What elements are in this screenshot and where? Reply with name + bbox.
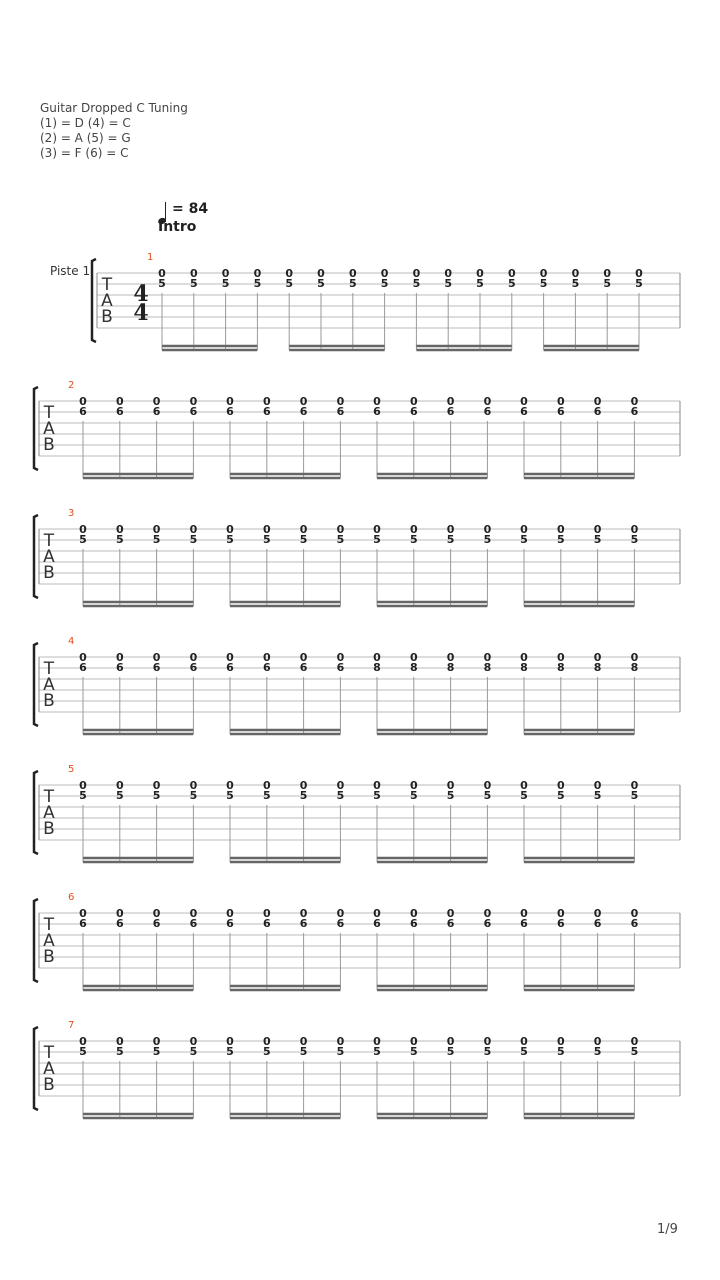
fret-number-string-1: 0 (299, 523, 308, 536)
fret-number-string-2: 8 (446, 661, 455, 674)
instrument-title: Guitar Dropped C Tuning (40, 101, 188, 115)
fret-number-string-1: 0 (115, 779, 124, 792)
fret-number-string-2: 5 (226, 1045, 234, 1058)
fret-number-string-2: 5 (593, 533, 602, 546)
fret-number-string-2: 6 (115, 917, 124, 930)
fret-number-string-2: 8 (409, 661, 418, 674)
tab-clef-letter: T (43, 403, 55, 423)
tab-clef-letter: B (43, 563, 55, 583)
system-bracket-icon (34, 387, 38, 470)
fret-number-string-2: 5 (446, 533, 455, 546)
fret-number-string-1: 0 (317, 267, 325, 280)
fret-number-string-1: 0 (152, 779, 161, 792)
fret-number-string-1: 0 (373, 907, 381, 920)
fret-number-string-2: 5 (189, 533, 198, 546)
fret-number-string-1: 0 (444, 267, 453, 280)
fret-number-string-1: 0 (79, 1035, 87, 1048)
fret-number-string-1: 0 (483, 779, 492, 792)
tab-clef-letter: A (43, 931, 55, 951)
fret-number-string-2: 8 (373, 661, 381, 674)
fret-number-string-1: 0 (189, 395, 198, 408)
time-signature-top: 4 (133, 281, 149, 307)
fret-number-string-2: 5 (299, 533, 308, 546)
fret-number-string-2: 6 (593, 405, 602, 418)
fret-number-string-1: 0 (593, 1035, 602, 1048)
fret-number-string-2: 5 (79, 789, 87, 802)
fret-number-string-2: 6 (483, 917, 492, 930)
fret-number-string-2: 5 (221, 277, 230, 290)
fret-number-string-2: 5 (409, 1045, 418, 1058)
fret-number-string-1: 0 (556, 1035, 565, 1048)
tab-clef-letter: A (43, 675, 55, 695)
fret-number-string-1: 0 (336, 907, 345, 920)
fret-number-string-2: 5 (285, 277, 294, 290)
fret-number-string-2: 5 (556, 533, 565, 546)
fret-number-string-1: 0 (593, 907, 602, 920)
tab-clef-letter: A (43, 419, 55, 439)
fret-number-string-1: 0 (299, 395, 308, 408)
fret-number-string-1: 0 (603, 267, 612, 280)
fret-number-string-1: 0 (446, 907, 455, 920)
fret-number-string-2: 6 (226, 661, 234, 674)
fret-number-string-1: 0 (152, 907, 161, 920)
fret-number-string-1: 0 (373, 779, 381, 792)
fret-number-string-2: 5 (189, 1045, 198, 1058)
fret-number-string-1: 0 (189, 651, 198, 664)
fret-number-string-2: 5 (483, 789, 492, 802)
tab-clef-letter: T (43, 1043, 55, 1063)
fret-number-string-2: 6 (409, 405, 418, 418)
fret-number-string-2: 5 (115, 533, 124, 546)
fret-number-string-1: 0 (446, 1035, 455, 1048)
fret-number-string-1: 0 (556, 523, 565, 536)
system-bracket-icon (92, 259, 96, 342)
fret-number-string-1: 0 (299, 779, 308, 792)
fret-number-string-2: 6 (189, 661, 198, 674)
fret-number-string-1: 0 (373, 395, 381, 408)
fret-number-string-1: 0 (556, 907, 565, 920)
fret-number-string-2: 8 (520, 661, 528, 674)
fret-number-string-2: 5 (483, 533, 492, 546)
tab-clef-letter: A (43, 1059, 55, 1079)
fret-number-string-2: 6 (226, 405, 234, 418)
fret-number-string-1: 0 (189, 779, 198, 792)
page-number: 1/9 (657, 1222, 678, 1237)
fret-number-string-2: 5 (226, 789, 234, 802)
fret-number-string-2: 5 (630, 789, 639, 802)
fret-number-string-1: 0 (593, 395, 602, 408)
fret-number-string-1: 0 (262, 779, 271, 792)
fret-number-string-1: 0 (446, 779, 455, 792)
system-bracket-icon (34, 1027, 38, 1110)
fret-number-string-1: 0 (158, 267, 166, 280)
fret-number-string-1: 0 (373, 1035, 381, 1048)
tab-clef-letter: T (101, 275, 113, 295)
fret-number-string-2: 6 (262, 405, 271, 418)
fret-number-string-1: 0 (262, 523, 271, 536)
fret-number-string-2: 6 (189, 917, 198, 930)
fret-number-string-1: 0 (409, 523, 418, 536)
fret-number-string-1: 0 (593, 779, 602, 792)
fret-number-string-2: 8 (593, 661, 602, 674)
fret-number-string-1: 0 (226, 1035, 234, 1048)
fret-number-string-2: 5 (444, 277, 453, 290)
fret-number-string-1: 0 (520, 779, 528, 792)
fret-number-string-2: 5 (299, 1045, 308, 1058)
fret-number-string-2: 5 (189, 277, 198, 290)
fret-number-string-2: 6 (79, 917, 87, 930)
fret-number-string-1: 0 (115, 395, 124, 408)
fret-number-string-1: 0 (336, 1035, 345, 1048)
fret-number-string-2: 6 (409, 917, 418, 930)
fret-number-string-1: 0 (483, 651, 492, 664)
fret-number-string-2: 6 (520, 405, 528, 418)
measure-number: 2 (68, 380, 75, 391)
fret-number-string-1: 0 (79, 651, 87, 664)
fret-number-string-2: 6 (336, 917, 345, 930)
tab-clef-letter: T (43, 787, 55, 807)
fret-number-string-2: 5 (520, 533, 528, 546)
fret-number-string-2: 6 (152, 917, 161, 930)
fret-number-string-2: 5 (507, 277, 516, 290)
fret-number-string-2: 8 (630, 661, 639, 674)
fret-number-string-1: 0 (409, 1035, 418, 1048)
fret-number-string-1: 0 (593, 523, 602, 536)
fret-number-string-2: 5 (373, 1045, 381, 1058)
tuning-line-1: (1) = D (4) = C (40, 116, 131, 130)
fret-number-string-2: 5 (317, 277, 325, 290)
measure-number: 3 (68, 508, 75, 519)
fret-number-string-2: 5 (446, 1045, 455, 1058)
fret-number-string-1: 0 (262, 395, 271, 408)
fret-number-string-2: 5 (152, 789, 161, 802)
fret-number-string-2: 5 (373, 533, 381, 546)
fret-number-string-1: 0 (189, 1035, 198, 1048)
measure-number: 1 (147, 252, 154, 263)
tab-clef-letter: A (43, 547, 55, 567)
fret-number-string-2: 5 (262, 789, 271, 802)
fret-number-string-1: 0 (380, 267, 389, 280)
fret-number-string-2: 6 (262, 661, 271, 674)
fret-number-string-1: 0 (226, 779, 234, 792)
fret-number-string-2: 6 (189, 405, 198, 418)
fret-number-string-2: 5 (373, 789, 381, 802)
fret-number-string-1: 0 (446, 651, 455, 664)
fret-number-string-2: 5 (336, 533, 345, 546)
fret-number-string-2: 5 (630, 533, 639, 546)
fret-number-string-1: 0 (483, 523, 492, 536)
fret-number-string-2: 5 (520, 789, 528, 802)
fret-number-string-2: 5 (476, 277, 484, 290)
fret-number-string-2: 6 (79, 405, 87, 418)
measure-number: 7 (68, 1020, 75, 1031)
fret-number-string-2: 6 (630, 917, 639, 930)
fret-number-string-2: 5 (152, 533, 161, 546)
fret-number-string-1: 0 (189, 907, 198, 920)
fret-number-string-1: 0 (262, 907, 271, 920)
fret-number-string-1: 0 (189, 523, 198, 536)
fret-number-string-2: 6 (336, 405, 345, 418)
fret-number-string-2: 5 (262, 1045, 271, 1058)
fret-number-string-2: 6 (115, 661, 124, 674)
fret-number-string-1: 0 (483, 1035, 492, 1048)
fret-number-string-2: 5 (79, 533, 87, 546)
fret-number-string-2: 5 (253, 277, 262, 290)
fret-number-string-2: 5 (226, 533, 234, 546)
fret-number-string-1: 0 (226, 907, 234, 920)
fret-number-string-2: 5 (571, 277, 580, 290)
fret-number-string-1: 0 (348, 267, 357, 280)
fret-number-string-1: 0 (226, 523, 234, 536)
fret-number-string-1: 0 (79, 523, 87, 536)
fret-number-string-2: 6 (115, 405, 124, 418)
fret-number-string-1: 0 (630, 907, 639, 920)
fret-number-string-1: 0 (152, 1035, 161, 1048)
fret-number-string-2: 5 (412, 277, 421, 290)
fret-number-string-1: 0 (152, 395, 161, 408)
fret-number-string-2: 5 (336, 1045, 345, 1058)
fret-number-string-1: 0 (336, 523, 345, 536)
fret-number-string-1: 0 (79, 779, 87, 792)
fret-number-string-1: 0 (189, 267, 198, 280)
tuning-line-2: (2) = A (5) = G (40, 131, 131, 145)
fret-number-string-1: 0 (476, 267, 484, 280)
fret-number-string-2: 6 (299, 917, 308, 930)
fret-number-string-1: 0 (630, 395, 639, 408)
fret-number-string-1: 0 (336, 779, 345, 792)
fret-number-string-1: 0 (556, 651, 565, 664)
tab-clef-letter: B (43, 435, 55, 455)
fret-number-string-2: 6 (373, 405, 381, 418)
fret-number-string-2: 5 (262, 533, 271, 546)
fret-number-string-2: 5 (593, 1045, 602, 1058)
fret-number-string-2: 5 (299, 789, 308, 802)
tab-clef-letter: B (43, 819, 55, 839)
fret-number-string-1: 0 (630, 651, 639, 664)
tab-clef-letter: T (43, 531, 55, 551)
fret-number-string-2: 6 (152, 661, 161, 674)
fret-number-string-2: 6 (520, 917, 528, 930)
fret-number-string-2: 6 (446, 405, 455, 418)
fret-number-string-1: 0 (409, 779, 418, 792)
tab-clef-letter: A (43, 803, 55, 823)
fret-number-string-2: 5 (539, 277, 548, 290)
fret-number-string-2: 5 (336, 789, 345, 802)
fret-number-string-2: 5 (152, 1045, 161, 1058)
fret-number-string-2: 5 (630, 1045, 639, 1058)
fret-number-string-2: 5 (115, 789, 124, 802)
fret-number-string-1: 0 (539, 267, 548, 280)
fret-number-string-2: 5 (409, 533, 418, 546)
fret-number-string-2: 6 (373, 917, 381, 930)
tab-clef-letter: B (43, 691, 55, 711)
fret-number-string-2: 5 (520, 1045, 528, 1058)
section-label: Intro (158, 219, 197, 235)
fret-number-string-1: 0 (412, 267, 421, 280)
fret-number-string-1: 0 (115, 907, 124, 920)
fret-number-string-2: 5 (593, 789, 602, 802)
fret-number-string-2: 6 (446, 917, 455, 930)
fret-number-string-2: 6 (262, 917, 271, 930)
fret-number-string-1: 0 (593, 651, 602, 664)
fret-number-string-2: 5 (556, 1045, 565, 1058)
fret-number-string-2: 5 (556, 789, 565, 802)
fret-number-string-2: 5 (603, 277, 612, 290)
measure-number: 4 (68, 636, 75, 647)
measure-number: 5 (68, 764, 75, 775)
fret-number-string-1: 0 (152, 651, 161, 664)
fret-number-string-1: 0 (409, 395, 418, 408)
system-bracket-icon (34, 515, 38, 598)
fret-number-string-1: 0 (520, 1035, 528, 1048)
fret-number-string-2: 6 (226, 917, 234, 930)
tab-clef-letter: A (101, 291, 113, 311)
fret-number-string-2: 5 (446, 789, 455, 802)
fret-number-string-2: 6 (299, 661, 308, 674)
fret-number-string-1: 0 (226, 395, 234, 408)
fret-number-string-1: 0 (520, 395, 528, 408)
fret-number-string-2: 6 (556, 405, 565, 418)
fret-number-string-1: 0 (262, 1035, 271, 1048)
fret-number-string-2: 5 (189, 789, 198, 802)
fret-number-string-1: 0 (373, 523, 381, 536)
tab-clef-letter: T (43, 915, 55, 935)
fret-number-string-1: 0 (635, 267, 643, 280)
fret-number-string-1: 0 (115, 1035, 124, 1048)
fret-number-string-2: 6 (556, 917, 565, 930)
fret-number-string-1: 0 (483, 395, 492, 408)
fret-number-string-1: 0 (520, 907, 528, 920)
fret-number-string-1: 0 (262, 651, 271, 664)
fret-number-string-1: 0 (409, 651, 418, 664)
fret-number-string-1: 0 (446, 523, 455, 536)
fret-number-string-1: 0 (299, 1035, 308, 1048)
fret-number-string-2: 6 (299, 405, 308, 418)
tuning-line-3: (3) = F (6) = C (40, 146, 129, 160)
fret-number-string-1: 0 (373, 651, 381, 664)
tempo-value: = 84 (172, 201, 209, 217)
fret-number-string-2: 5 (348, 277, 357, 290)
fret-number-string-1: 0 (630, 1035, 639, 1048)
fret-number-string-2: 5 (380, 277, 389, 290)
fret-number-string-2: 6 (630, 405, 639, 418)
fret-number-string-2: 5 (79, 1045, 87, 1058)
fret-number-string-1: 0 (336, 395, 345, 408)
fret-number-string-1: 0 (630, 523, 639, 536)
fret-number-string-2: 5 (483, 1045, 492, 1058)
fret-number-string-1: 0 (520, 523, 528, 536)
fret-number-string-1: 0 (556, 395, 565, 408)
fret-number-string-1: 0 (630, 779, 639, 792)
fret-number-string-2: 5 (115, 1045, 124, 1058)
system-bracket-icon (34, 771, 38, 854)
fret-number-string-2: 6 (79, 661, 87, 674)
fret-number-string-1: 0 (336, 651, 345, 664)
fret-number-string-1: 0 (152, 523, 161, 536)
fret-number-string-1: 0 (79, 907, 87, 920)
fret-number-string-2: 5 (158, 277, 166, 290)
system-bracket-icon (34, 643, 38, 726)
fret-number-string-1: 0 (226, 651, 234, 664)
fret-number-string-2: 8 (483, 661, 492, 674)
tab-clef-letter: B (101, 307, 113, 327)
fret-number-string-2: 5 (635, 277, 643, 290)
fret-number-string-1: 0 (79, 395, 87, 408)
fret-number-string-1: 0 (409, 907, 418, 920)
fret-number-string-1: 0 (299, 907, 308, 920)
fret-number-string-2: 5 (409, 789, 418, 802)
tab-clef-letter: B (43, 1075, 55, 1095)
tab-clef-letter: B (43, 947, 55, 967)
fret-number-string-1: 0 (221, 267, 230, 280)
fret-number-string-1: 0 (285, 267, 294, 280)
fret-number-string-2: 6 (336, 661, 345, 674)
fret-number-string-1: 0 (253, 267, 262, 280)
fret-number-string-2: 6 (483, 405, 492, 418)
fret-number-string-1: 0 (115, 523, 124, 536)
measure-number: 6 (68, 892, 75, 903)
system-bracket-icon (34, 899, 38, 982)
time-signature-bottom: 4 (133, 300, 149, 326)
tab-clef-letter: T (43, 659, 55, 679)
fret-number-string-1: 0 (520, 651, 528, 664)
fret-number-string-1: 0 (556, 779, 565, 792)
fret-number-string-1: 0 (507, 267, 516, 280)
track-name: Piste 1 (50, 264, 91, 278)
fret-number-string-1: 0 (115, 651, 124, 664)
fret-number-string-1: 0 (571, 267, 580, 280)
fret-number-string-2: 8 (556, 661, 565, 674)
fret-number-string-1: 0 (483, 907, 492, 920)
fret-number-string-2: 6 (593, 917, 602, 930)
fret-number-string-1: 0 (299, 651, 308, 664)
fret-number-string-1: 0 (446, 395, 455, 408)
fret-number-string-2: 6 (152, 405, 161, 418)
